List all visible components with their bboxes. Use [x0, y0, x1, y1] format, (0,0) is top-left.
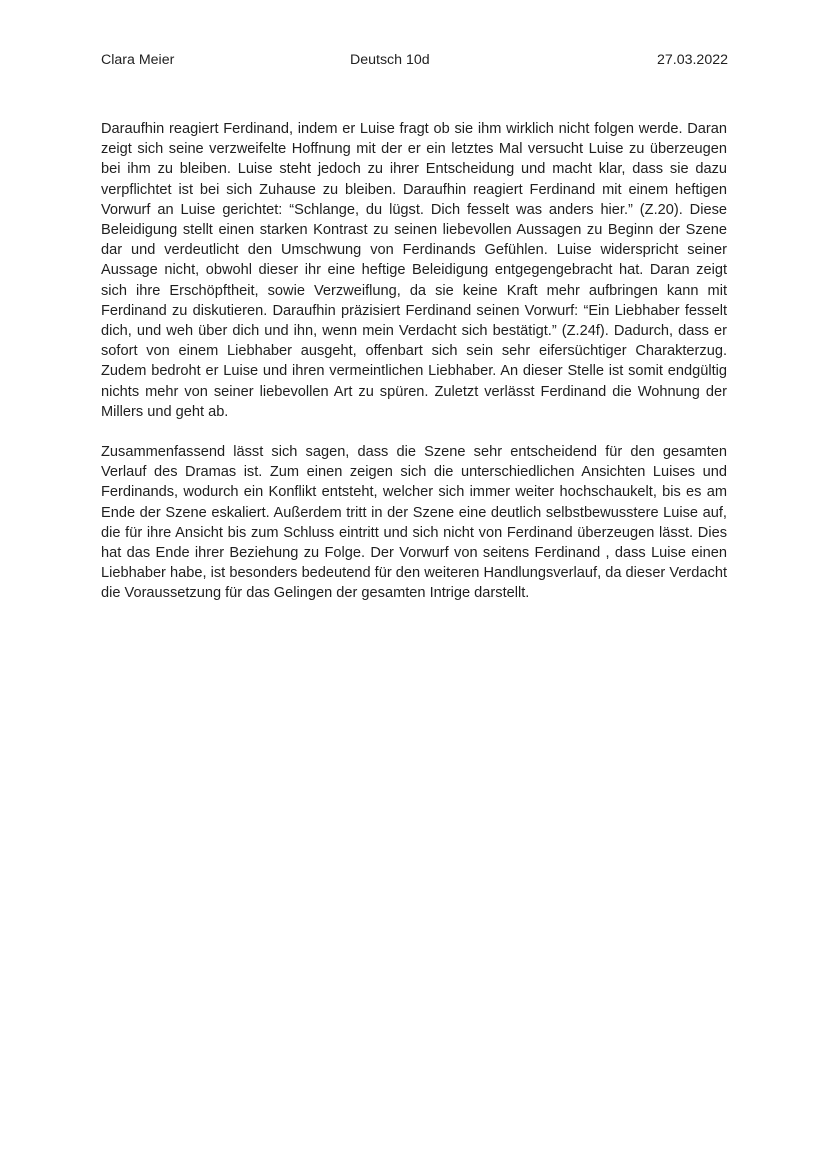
paragraph-analysis: Daraufhin reagiert Ferdinand, indem er Luise fragt ob sie ihm wirklich nicht folgen werde. Daran zeigt sich seine verzweifelte Hoffnung mit der er ein letztes Mal versucht Luise zu überzeugen bei ihm zu bleiben. Luise steht jedoch zu ihrer Entscheidung und macht klar, dass sie dazu verpflichtet ist bei sich Zuhause zu bleiben. Daraufhin reagiert Ferdinand mit einem heftigen Vorwurf an Luise gerichtet: “Schlange, du lügst. Dich fesselt was anders hier.” (Z.20). Diese Beleidigung stellt einen starken Kontrast zu seinen liebevollen Aussagen zu Beginn der Szene dar und verdeutlicht den Umschwung von Ferdinands Gefühlen. Luise widerspricht seiner Aussage nicht, obwohl dieser ihr eine heftige Beleidigung entgegengebracht hat. Daran zeigt sich ihre Erschöpftheit, sowie Verzweiflung, da sie keine Kraft mehr aufbringen kann mit Ferdinand zu diskutieren. Daraufhin präzisiert Ferdinand seinen Vorwurf: “Ein Liebhaber fesselt dich, und weh über dich und ihn, wenn mein Verdacht sich bestätigt.” (Z.24f). Dadurch, dass er sofort von einem Liebhaber ausgeht, offenbart sich sein sehr eifersüchtiger Charakterzug. Zudem bedroht er Luise und ihren vermeintlichen Liebhaber. An dieser Stelle ist somit endgültig nichts mehr von seiner liebevollen Art zu spüren. Zuletzt verlässt Ferdinand die Wohnung der Millers und geht ab. — [101, 121, 727, 420]
paragraph-conclusion: Zusammenfassend lässt sich sagen, dass die Szene sehr entscheidend für den gesamten Verlauf des Dramas ist. Zum einen zeigen sich die unterschiedlichen Ansichten Luises und Ferdinands, wodurch ein Konflikt entsteht, welcher sich immer weiter hochschaukelt, bis es am Ende der Szene eskaliert. Außerdem tritt in der Szene eine deutlich selbstbewusstere Luise auf, die für ihre Ansicht bis zum Schluss eintritt und sich nicht von Ferdinand überzeugen lässt. Dies hat das Ende ihrer Beziehung zu Folge. Der Vorwurf von seitens Ferdinand , dass Luise einen Liebhaber habe, ist besonders bedeutend für den weiteren Handlungsverlauf, da dieser Verdacht die Voraussetzung für das Gelingen der gesamten Intrige darstellt. — [101, 444, 727, 602]
author-name: Clara Meier — [101, 52, 175, 68]
page-header — [101, 50, 728, 70]
document-body — [101, 119, 727, 624]
document-date: 27.03.2022 — [656, 52, 728, 68]
course-name: Deutsch 10d — [350, 52, 430, 68]
